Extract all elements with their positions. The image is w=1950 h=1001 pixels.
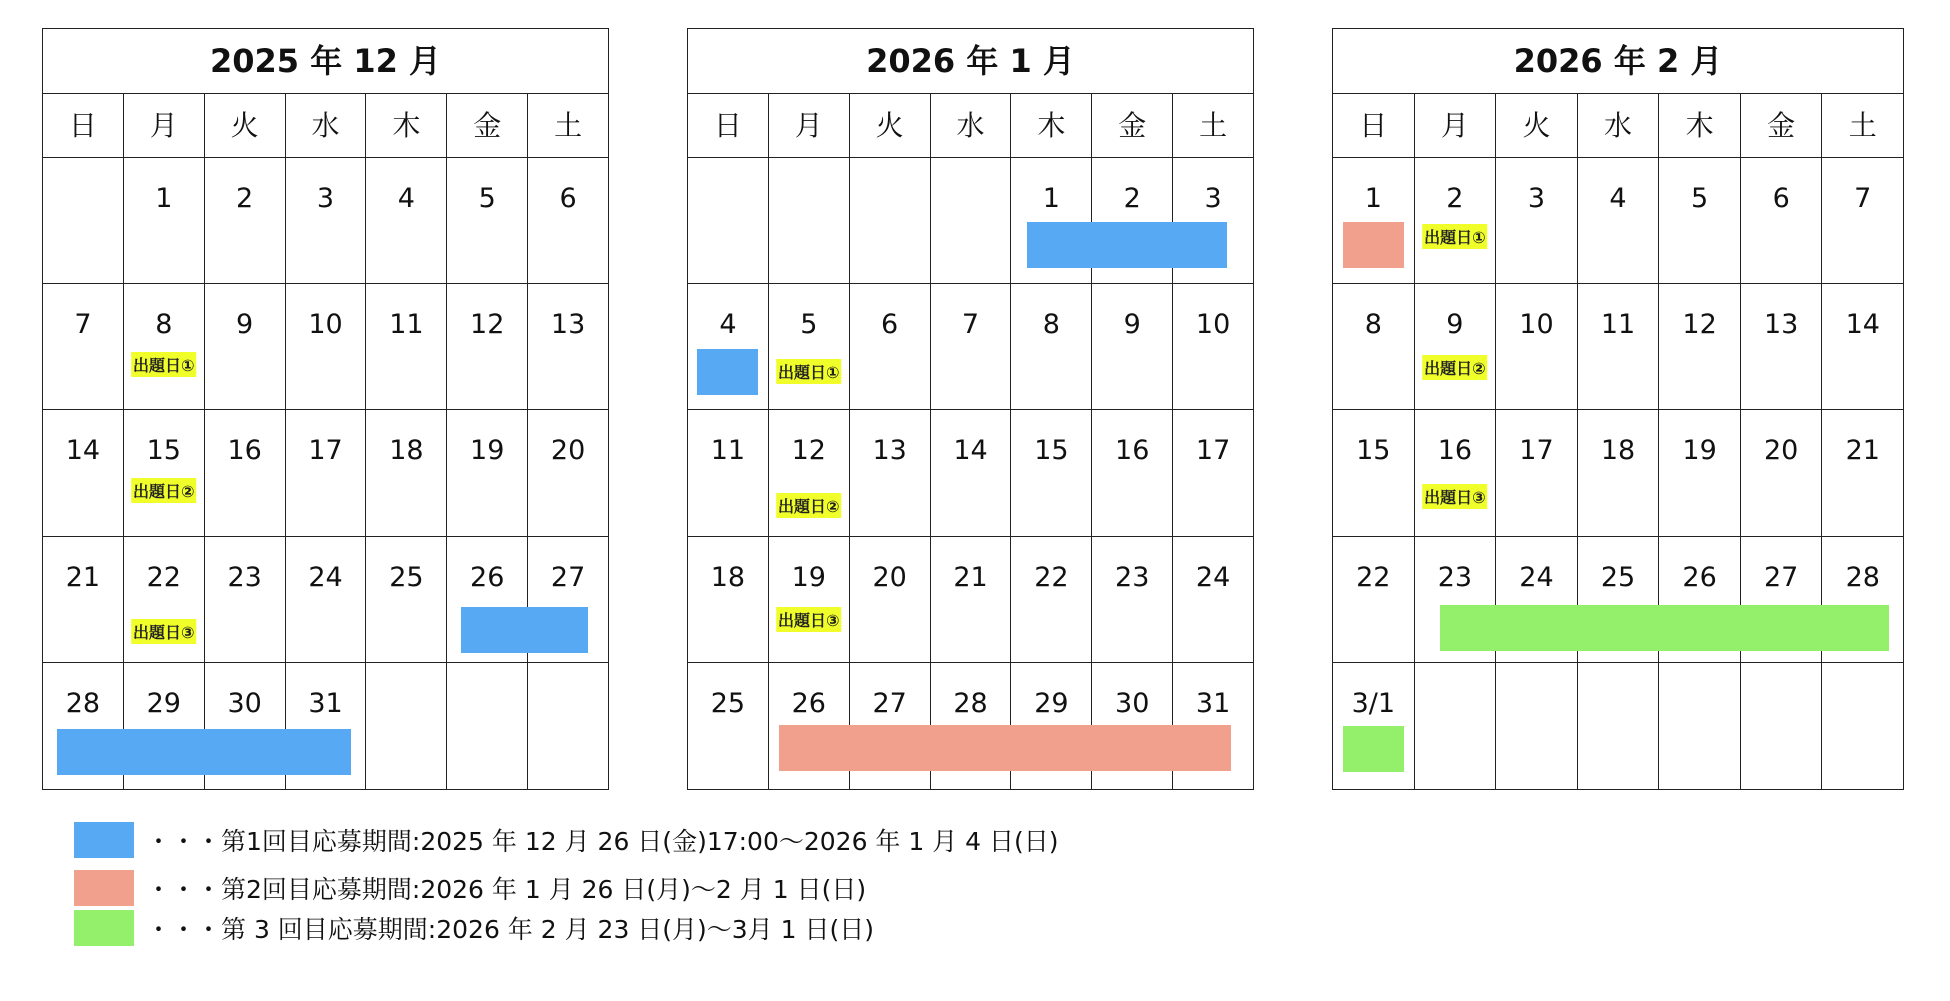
- day-number: 22: [146, 561, 181, 593]
- calendar-week: [1333, 284, 1903, 410]
- day-number: 15: [146, 435, 181, 467]
- period3-bar: [1343, 726, 1404, 772]
- day-cell: 26: [769, 663, 850, 789]
- legend-swatch-green: [74, 910, 134, 946]
- day-cell: 16: [205, 410, 286, 535]
- day-cell: 13: [850, 410, 931, 535]
- weekday-header: [1333, 94, 1903, 158]
- day-cell: 27: [850, 663, 931, 789]
- day-cell: 12: [1659, 284, 1741, 409]
- day-cell: 3: [1204, 183, 1222, 214]
- period2-bar: [1343, 222, 1404, 268]
- day-cell: [1415, 410, 1497, 535]
- weekday-label: 火: [850, 94, 931, 157]
- weekday-label: 土: [1199, 109, 1228, 142]
- calendar-title: 2026 年 1 月: [688, 29, 1253, 94]
- day-cell: 26: [1659, 537, 1741, 662]
- day-cell: 22: [1011, 537, 1092, 662]
- day-cell: [1822, 663, 1903, 789]
- day-cell: 1: [124, 158, 205, 283]
- day-number: 8: [155, 309, 173, 341]
- calendar-dec-2025: [42, 28, 609, 790]
- day-cell: 28: [1845, 561, 1880, 593]
- weekday-label: 日: [688, 94, 769, 157]
- day-cell: [1659, 663, 1741, 789]
- calendar-title: 2026 年 2 月: [1333, 29, 1903, 94]
- day-cell: 4: [1578, 158, 1660, 283]
- period1-bar: [461, 607, 588, 653]
- day-cell: 14: [931, 410, 1012, 535]
- day-cell: 29: [1011, 663, 1092, 789]
- period1-bar: [57, 729, 351, 775]
- day-cell: 27: [1741, 537, 1823, 662]
- weekday-label: 日: [1333, 94, 1415, 157]
- exam-day-tag: 出題日③: [1422, 484, 1488, 509]
- day-cell: [43, 158, 124, 283]
- day-cell: 21: [43, 537, 124, 662]
- day-cell: 3/1: [1333, 663, 1415, 789]
- day-number: 5: [800, 309, 818, 341]
- day-cell: 6: [1741, 158, 1823, 283]
- day-cell: 17: [286, 410, 367, 535]
- day-cell: 21: [1845, 435, 1880, 467]
- exam-day-tag: 出題日①: [776, 359, 842, 384]
- day-cell: 28: [43, 663, 124, 789]
- day-cell: 19: [1659, 410, 1741, 535]
- calendar-week: [43, 410, 608, 536]
- day-cell: 1: [1333, 158, 1415, 283]
- day-cell: 18: [688, 537, 769, 662]
- day-cell: 2: [205, 158, 286, 283]
- day-cell: 9: [1092, 284, 1173, 409]
- day-cell: 14: [43, 410, 124, 535]
- day-cell: 4: [366, 158, 447, 283]
- day-cell: 4: [688, 284, 769, 409]
- weekday-label: 月: [1415, 94, 1497, 157]
- calendar-week: [1333, 410, 1903, 536]
- day-cell: [850, 158, 931, 283]
- period1-bar: [1027, 222, 1227, 268]
- day-cell: 7: [1854, 183, 1872, 214]
- weekday-label: 火: [1496, 94, 1578, 157]
- day-cell: 12: [447, 284, 528, 409]
- calendar-week: [688, 284, 1253, 410]
- day-cell: 17: [1496, 410, 1578, 535]
- day-cell: [447, 663, 528, 789]
- weekday-label: 水: [931, 94, 1012, 157]
- period2-bar: [779, 725, 1231, 771]
- weekday-label: 水: [1578, 94, 1660, 157]
- day-cell: 20: [850, 537, 931, 662]
- day-number: 12: [791, 435, 826, 467]
- calendar-week: [43, 158, 608, 284]
- day-cell: [1415, 158, 1497, 283]
- calendar-week: [688, 537, 1253, 663]
- day-cell: [931, 158, 1012, 283]
- day-number: 19: [791, 561, 826, 593]
- day-cell: 5: [447, 158, 528, 283]
- day-cell: 1: [1011, 158, 1092, 283]
- day-cell: 11: [366, 284, 447, 409]
- day-cell: 18: [366, 410, 447, 535]
- day-cell: 21: [931, 537, 1012, 662]
- legend-swatch-salmon: [74, 870, 134, 906]
- weekday-label: 日: [43, 94, 124, 157]
- legend-period3: [74, 910, 874, 946]
- exam-day-tag: 出題日①: [131, 352, 197, 377]
- day-cell: [1496, 663, 1578, 789]
- day-cell: [1415, 663, 1497, 789]
- calendar-title: 2025 年 12 月: [43, 29, 608, 94]
- day-cell: [528, 663, 608, 789]
- day-cell: 25: [366, 537, 447, 662]
- weekday-label: 木: [366, 94, 447, 157]
- day-cell: 10: [286, 284, 367, 409]
- day-cell: [688, 158, 769, 283]
- legend-period2: [74, 870, 866, 906]
- day-cell: 24: [286, 537, 367, 662]
- day-cell: 2: [1092, 158, 1173, 283]
- day-cell: [769, 284, 850, 409]
- day-cell: 6: [850, 284, 931, 409]
- legend-text: ・・・第2回目応募期間:2026 年 1 月 26 日(月)～2 月 1 日(日): [146, 875, 867, 904]
- day-cell: 17: [1195, 435, 1231, 467]
- weekday-label: 火: [205, 94, 286, 157]
- exam-day-tag: 出題日③: [776, 607, 842, 632]
- exam-day-tag: 出題日②: [1422, 355, 1488, 380]
- weekday-label: 木: [1659, 94, 1741, 157]
- day-cell: [366, 663, 447, 789]
- exam-day-tag: 出題日①: [1422, 224, 1488, 249]
- day-cell: 29: [124, 663, 205, 789]
- day-cell: 9: [205, 284, 286, 409]
- day-cell: 11: [688, 410, 769, 535]
- calendar-grid: [43, 158, 608, 789]
- weekday-header: [688, 94, 1253, 158]
- day-cell: 8: [1333, 284, 1415, 409]
- day-cell: 3: [286, 158, 367, 283]
- calendar-week: [43, 284, 608, 410]
- day-cell: 27: [550, 561, 586, 593]
- legend-text: ・・・第 3 回目応募期間:2026 年 2 月 23 日(月)～3月 1 日(日): [146, 915, 875, 944]
- day-cell: 20: [1741, 410, 1823, 535]
- exam-day-tag: 出題日②: [131, 478, 197, 503]
- day-cell: [1415, 284, 1497, 409]
- day-cell: 10: [1496, 284, 1578, 409]
- day-cell: 10: [1195, 309, 1231, 341]
- weekday-header: [43, 94, 608, 158]
- exam-day-tag: 出題日③: [131, 619, 197, 644]
- day-cell: 20: [550, 435, 586, 467]
- day-cell: 30: [205, 663, 286, 789]
- calendar-week: [688, 410, 1253, 536]
- day-cell: [769, 537, 850, 662]
- exam-day-tag: 出題日②: [776, 493, 842, 518]
- day-cell: 24: [1496, 537, 1578, 662]
- day-cell: [1578, 663, 1660, 789]
- day-cell: 25: [1578, 537, 1660, 662]
- weekday-label: 金: [447, 94, 528, 157]
- day-cell: 25: [688, 663, 769, 789]
- day-cell: 19: [447, 410, 528, 535]
- day-cell: 7: [931, 284, 1012, 409]
- day-cell: 26: [447, 537, 528, 662]
- day-cell: 5: [1659, 158, 1741, 283]
- calendar-week: [1333, 663, 1903, 789]
- calendar-grid: [1333, 158, 1903, 789]
- day-cell: 31: [286, 663, 367, 789]
- day-cell: 13: [1741, 284, 1823, 409]
- day-cell: 31: [1195, 687, 1231, 719]
- day-cell: 16: [1092, 410, 1173, 535]
- calendar-week: [1333, 158, 1903, 284]
- weekday-label: 金: [1741, 94, 1823, 157]
- day-number: 2: [1446, 183, 1464, 214]
- day-cell: 7: [43, 284, 124, 409]
- day-cell: 13: [550, 309, 586, 341]
- weekday-label: 木: [1011, 94, 1092, 157]
- calendar-feb-2026: [1332, 28, 1904, 790]
- day-cell: [124, 284, 205, 409]
- period1-bar: [697, 349, 758, 395]
- day-cell: 28: [931, 663, 1012, 789]
- day-cell: 11: [1578, 284, 1660, 409]
- day-cell: 30: [1092, 663, 1173, 789]
- day-cell: [769, 158, 850, 283]
- weekday-label: 月: [769, 94, 850, 157]
- day-cell: [124, 537, 205, 662]
- weekday-label: 金: [1092, 94, 1173, 157]
- day-cell: [769, 410, 850, 535]
- calendar-jan-2026: [687, 28, 1254, 790]
- day-cell: 6: [559, 183, 577, 214]
- day-cell: [124, 410, 205, 535]
- day-cell: 24: [1195, 561, 1231, 593]
- day-cell: 15: [1011, 410, 1092, 535]
- legend-swatch-blue: [74, 822, 134, 858]
- day-cell: 23: [205, 537, 286, 662]
- day-cell: 15: [1333, 410, 1415, 535]
- day-cell: [1741, 663, 1823, 789]
- day-cell: 23: [1092, 537, 1173, 662]
- weekday-label: 月: [124, 94, 205, 157]
- period3-bar: [1440, 605, 1889, 651]
- weekday-label: 水: [286, 94, 367, 157]
- legend-period1: [74, 822, 1059, 858]
- day-cell: 14: [1845, 309, 1880, 341]
- weekday-label: 土: [1848, 109, 1877, 142]
- day-cell: 23: [1415, 537, 1497, 662]
- day-cell: 8: [1011, 284, 1092, 409]
- day-cell: 3: [1496, 158, 1578, 283]
- legend-text: ・・・第1回目応募期間:2025 年 12 月 26 日(金)17:00～2026 年 1 月 4 日(日): [146, 827, 1059, 856]
- day-number: 16: [1437, 435, 1473, 467]
- day-number: 9: [1446, 309, 1464, 341]
- day-cell: 22: [1333, 537, 1415, 662]
- weekday-label: 土: [554, 109, 583, 142]
- day-cell: 18: [1578, 410, 1660, 535]
